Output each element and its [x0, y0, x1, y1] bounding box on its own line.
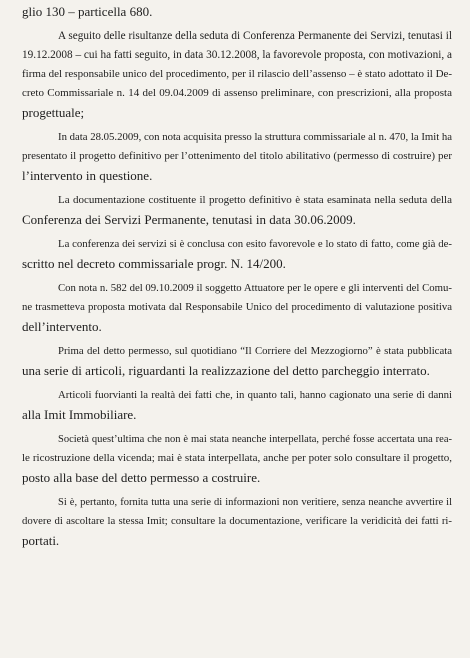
text-line: portati. — [22, 533, 60, 548]
text-line: A seguito delle risultanze della seduta di Conferenza Permanente dei Servizi, tenutasi il — [58, 30, 452, 42]
text-line: una serie di articoli, riguardanti la realizzazione del detto parcheggio interrato. — [22, 363, 430, 378]
text-line: posto alla base del detto permesso a costruire. — [22, 470, 261, 485]
text-line: La documentazione costituente il progetto definitivo è stata esaminata nella seduta della — [58, 194, 452, 206]
text-line: alla Imit Immobiliare. — [22, 407, 137, 422]
text-line: Conferenza dei Servizi Permanente, tenutasi in data 30.06.2009. — [22, 212, 356, 227]
text-line: presentato il progetto definitivo per l’ottenimento del titolo abilitativo (permesso di costruire) per — [22, 150, 452, 162]
text-line: Con nota n. 582 del 09.10.2009 il soggetto Attuatore per le opere e gli interventi del Comu- — [58, 282, 452, 294]
text-line: progettuale; — [22, 105, 85, 120]
text-line: firma del responsabile unico del procedimento, per il rilascio dell’assenso – è stato adottato il De- — [22, 68, 453, 80]
text-line: dovere di ascoltare la stessa Imit; consultare la documentazione, verificare la veridicità dei fatti ri- — [22, 515, 452, 527]
text-line: Articoli fuorvianti la realtà dei fatti che, in quanto tali, hanno cagionato una serie di danni — [58, 389, 452, 401]
text-line: dell’intervento. — [22, 319, 102, 334]
text-line: l’intervento in questione. — [22, 168, 153, 183]
text-line: creto Commissariale n. 14 del 09.04.2009 di assenso preliminare, con prescrizioni, alla proposta — [22, 87, 452, 99]
text-line: Società quest’ultima che non è mai stata neanche interpellata, perché fosse accertata una rea- — [58, 434, 452, 445]
text-line: Prima del detto permesso, sul quotidiano “Il Corriere del Mezzogiorno” è stata pubblicata — [58, 345, 452, 357]
text-line: le ricostruzione della vicenda; mai è stata interpellata, anche per poter solo consultare il progetto, — [22, 452, 452, 464]
text-line: scritto nel decreto commissariale progr. N. 14/200. — [22, 256, 286, 271]
text-line: 19.12.2008 – cui ha fatti seguito, in data 30.12.2008, la favorevole proposta, con motivazioni, a — [22, 49, 452, 61]
text-line: glio 130 – particella 680. — [22, 4, 153, 19]
text-line: In data 28.05.2009, con nota acquisita presso la struttura commissariale al n. 470, la Imit ha — [58, 131, 453, 143]
text-line: Si è, pertanto, fornita tutta una serie di informazioni non veritiere, senza neanche avvertire il — [58, 497, 452, 508]
text-line: ne trasmetteva proposta motivata dal Responsabile Unico del procedimento di valutazione positiva — [22, 301, 452, 313]
text-line: La conferenza dei servizi si è conclusa con esito favorevole e lo stato di fatto, come già de- — [58, 238, 452, 250]
